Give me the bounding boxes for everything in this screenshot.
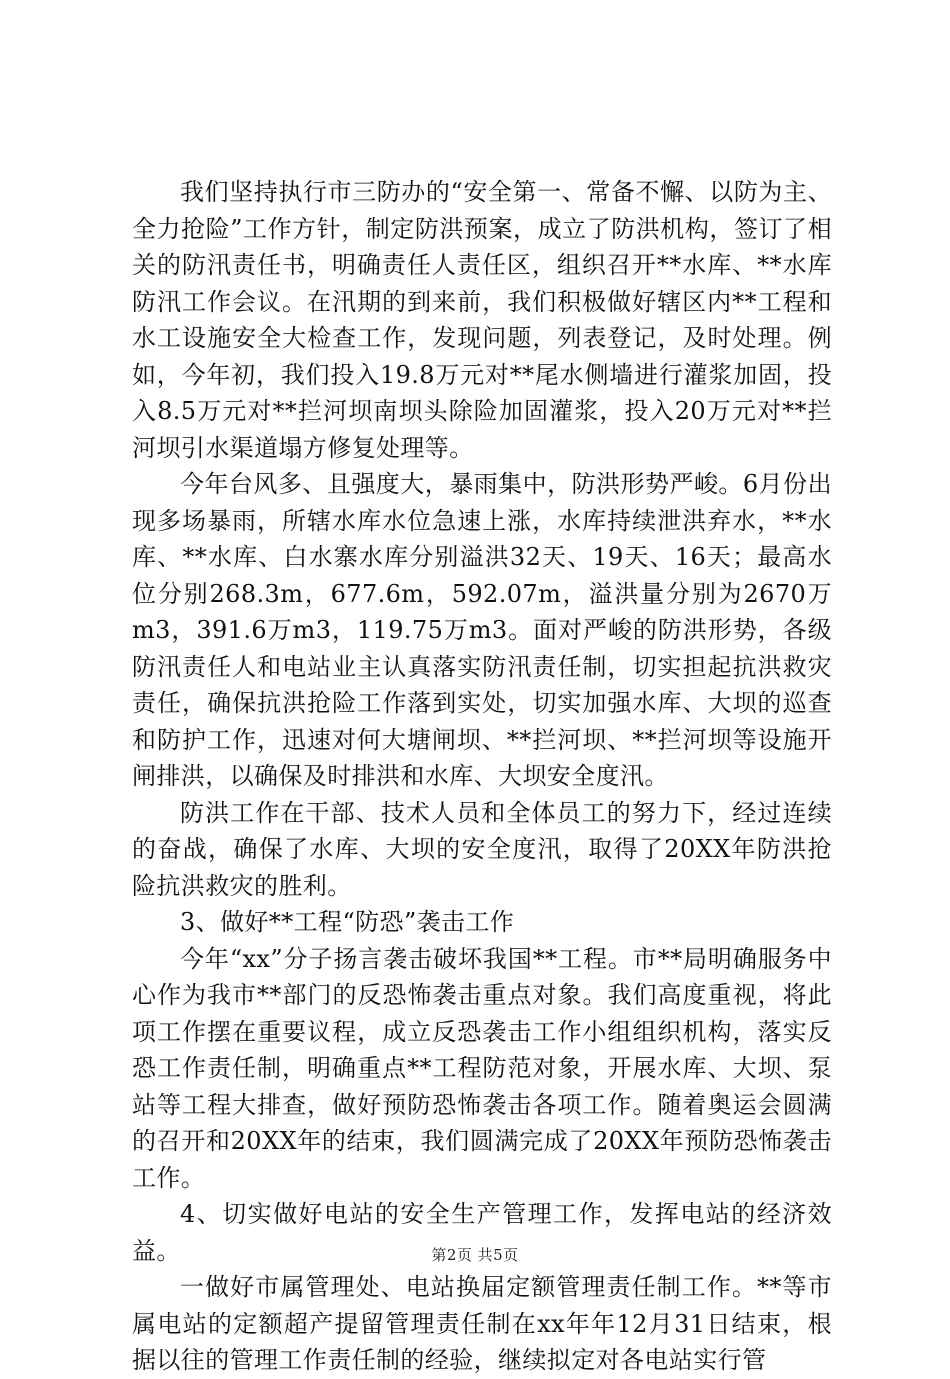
paragraph-flood-result: 防洪工作在干部、技术人员和全体员工的努力下，经过连续的奋战，确保了水库、大坝的安全度汛，取得了20XX年防洪抢险抗洪救灾的胜利。 [132,798,832,900]
page-number-footer: 第2页 共5页 [431,1246,519,1264]
paragraph-typhoon-situation: 今年台风多、且强度大，暴雨集中，防洪形势严峻。6月份出现多场暴雨，所辖水库水位急速上涨，水库持续泄洪弃水，**水库、**水库、白水寨水库分别溢洪32天、19天、16天；最高水位分别268.3m，677.6m，592.07m，溢洪量分别为2670万m3，391.6万m3，119.75万m3。面对严峻的防洪形势，各级防汛责任人和电站业主认真落实防汛责任制，切实担起抗洪救灾责任，确保抗洪抢险工作落到实处，切实加强水库、大坝的巡查和防护工作，迅速对何大塘闸坝、**拦河坝、**拦河坝等设施开闸排洪，以确保及时排洪和水库、大坝安全度汛。 [132,470,832,790]
paragraph-anti-terror-work: 今年“xx”分子扬言袭击破坏我国**工程。市**局明确服务中心作为我市**部门的反恐怖袭击重点对象。我们高度重视，将此项工作摆在重要议程，成立反恐袭击工作小组组织机构，落实反恐工作责任制，明确重点**工程防范对象，开展水库、大坝、泵站等工程大排查，做好预防恐怖袭击各项工作。随着奥运会圆满的召开和20XX年的结束，我们圆满完成了20XX年预防恐怖袭击工作。 [132,944,832,1192]
paragraph-quota-management: 一做好市属管理处、电站换届定额管理责任制工作。**等市属电站的定额超产提留管理责任制在xx年年12月31日结束，根据以往的管理工作责任制的经验，继续拟定对各电站实行管 [132,1273,832,1374]
document-body [132,174,832,1379]
section-heading-anti-terror: 3、做好**工程“防恐”袭击工作 [180,908,515,936]
paragraph-flood-prevention-measures: 我们坚持执行市三防办的“安全第一、常备不懈、以防为主、全力抢险”工作方针，制定防洪预案，成立了防洪机构，签订了相关的防汛责任书，明确责任人责任区，组织召开**水库、**水库防汛工作会议。在汛期的到来前，我们积极做好辖区内**工程和水工设施安全大检查工作，发现问题，列表登记，及时处理。例如，今年初，我们投入19.8万元对**尾水侧墙进行灌浆加固，投入8.5万元对**拦河坝南坝头除险加固灌浆，投入20万元对**拦河坝引水渠道塌方修复处理等。 [132,178,832,462]
section-heading-power-station: 4、切实做好电站的安全生产管理工作，发挥电站的经济效益。 [132,1200,832,1265]
